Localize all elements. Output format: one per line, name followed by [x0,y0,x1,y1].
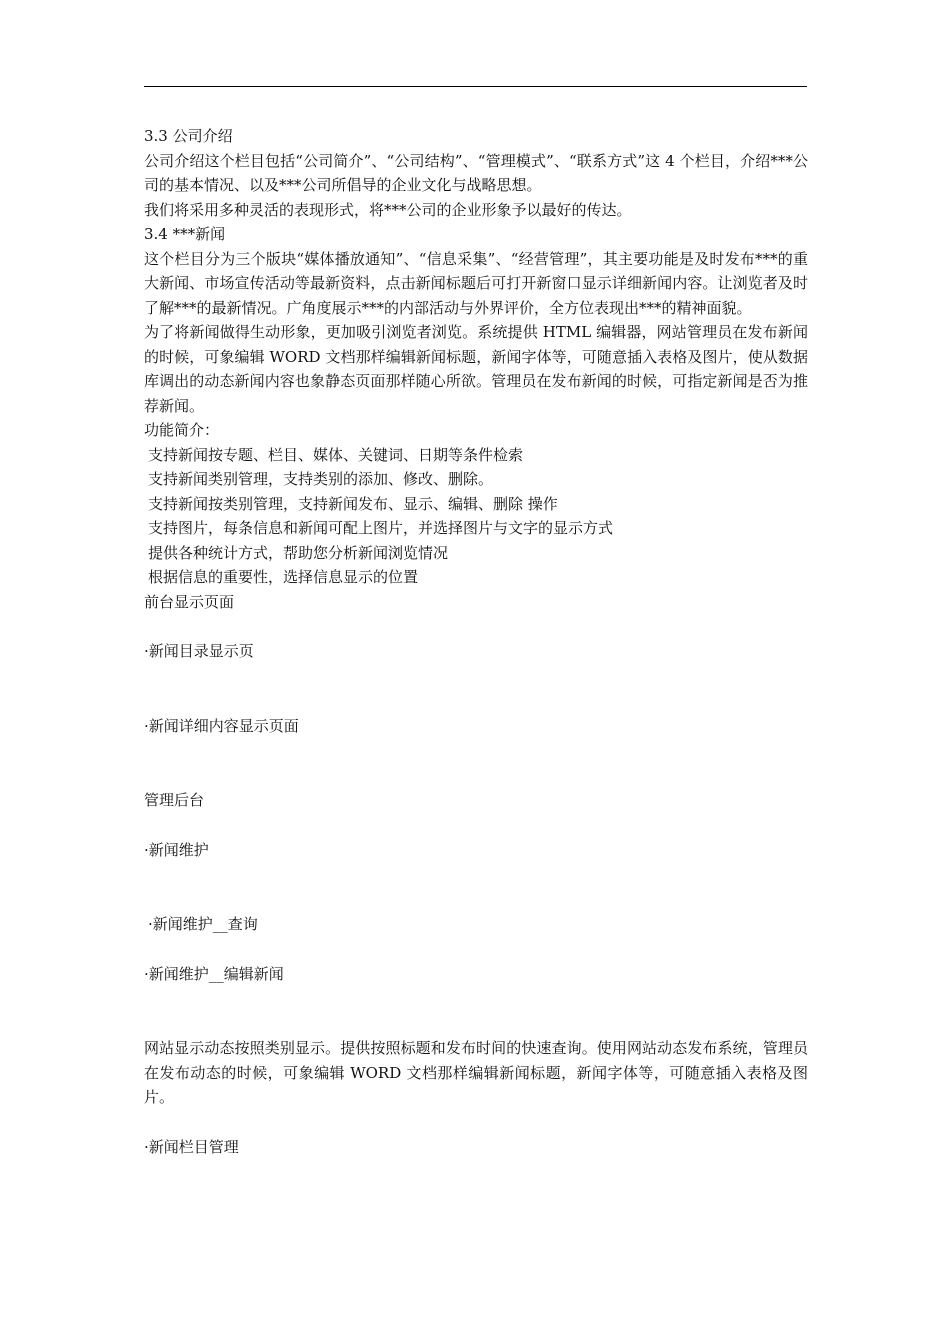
front-display-title: 前台显示页面 [144,592,235,611]
news-list-page-item: ·新闻目录显示页 [144,642,254,660]
news-column-management-item: ·新闻栏目管理 [144,1137,239,1156]
section-heading-3-3: 3.3 公司介绍 [144,127,233,145]
news-detail-page-item: ·新闻详细内容显示页面 [144,716,299,735]
feature-item: 支持新闻类别管理，支持类别的添加、修改、删除。 [148,470,494,488]
feature-item: 支持图片，每条信息和新闻可配上图片，并选择图片与文字的显示方式 [148,519,614,537]
company-image-paragraph: 我们将采用多种灵活的表现形式，将***公司的企业形象予以最好的传达。 [144,200,632,219]
header-rule [144,86,807,87]
section-heading-3-4: 3.4 ***新闻 [144,225,226,243]
news-maintenance-query-item: ·新闻维护__查询 [148,915,258,933]
admin-backend-title: 管理后台 [144,791,205,809]
news-maintenance-item: ·新闻维护 [144,840,209,859]
dynamic-display-paragraph: 网站显示动态按照类别显示。提供按照标题和发布时间的快速查询。使用网站动态发布系统，管理员在发布动态的时候，可象编辑 WORD 文档那样编辑新闻标题，新闻字体等，可随意插入表格及图片。 [144,1039,808,1106]
document-body [144,124,808,1159]
feature-item: 提供各种统计方式，帮助您分析新闻浏览情况 [148,543,449,562]
news-section-paragraph: 这个栏目分为三个版块“媒体播放通知”、“信息采集”、“经营管理”，其主要功能是及时发布***的重大新闻、市场宣传活动等最新资料，点击新闻标题后可打开新窗口显示详细新闻内容。让浏览者及时了解***的最新情况。广角度展示***的内部活动与外界评价，全方位表现出***的精神面貌。 [144,249,808,317]
feature-item: 支持新闻按类别管理，支持新闻发布、显示、编辑、删除 操作 [148,494,558,513]
feature-item: 根据信息的重要性，选择信息显示的位置 [148,568,419,586]
news-maintenance-edit-item: ·新闻维护__编辑新闻 [144,964,284,983]
company-intro-paragraph: 公司介绍这个栏目包括“公司简介”、“公司结构”、“管理模式”、“联系方式”这 4 个栏目，介绍***公司的基本情况、以及***公司所倡导的企业文化与战略思想。 [144,151,808,194]
news-editor-paragraph: 为了将新闻做得生动形象，更加吸引浏览者浏览。系统提供 HTML 编辑器，网站管理员在发布新闻的时候，可象编辑 WORD 文档那样编辑新闻标题，新闻字体等，可随意插入表格及图片，使从数据库调出的动态新闻内容也象静态页面那样随心所欲。管理员在发布新闻的时候，可指定新闻是否为推荐新闻。 [144,323,808,415]
feature-item: 支持新闻按专题、栏目、媒体、关键词、日期等条件检索 [148,445,524,464]
function-intro-title: 功能简介： [144,421,220,439]
